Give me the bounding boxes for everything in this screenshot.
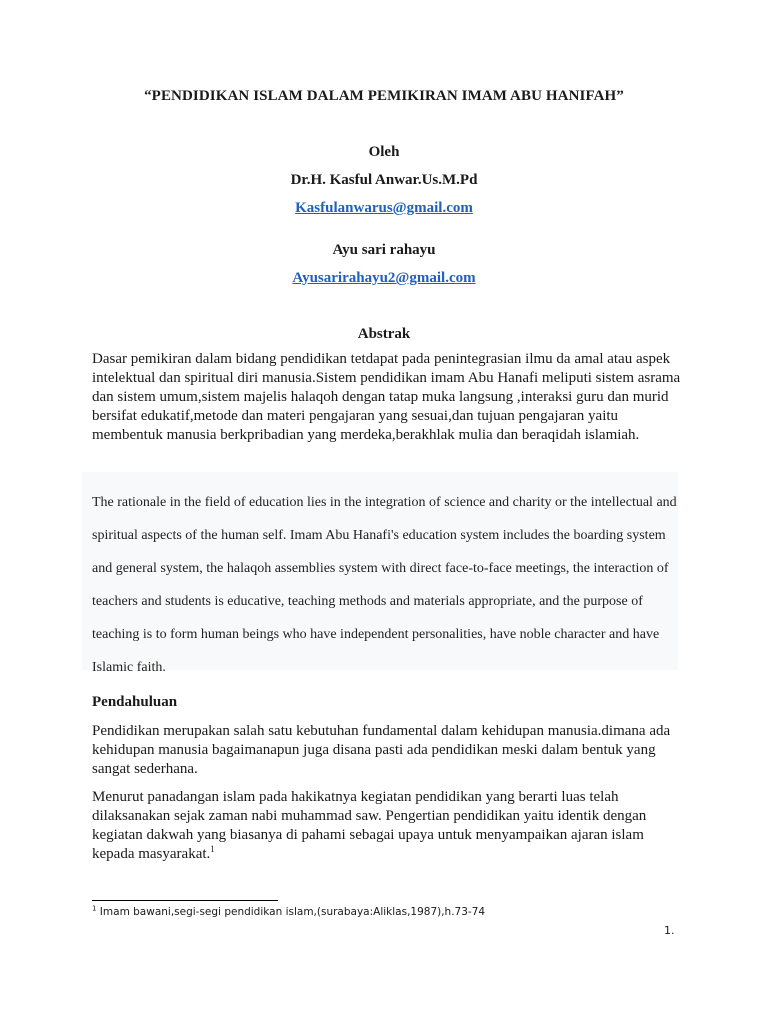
footnote-text: Imam bawani,segi-segi pendidikan islam,(surabaya:Aliklas,1987),h.73-74 (96, 906, 486, 918)
abstract-heading: Abstrak (357, 326, 411, 342)
section-heading: Pendahuluan (92, 694, 178, 710)
document-title: “PENDIDIKAN ISLAM DALAM PEMIKIRAN IMAM ABU HANIFAH” (144, 88, 624, 104)
intro-paragraph-2 (92, 788, 682, 864)
author-name-1: Dr.H. Kasful Anwar.Us.M.Pd (290, 172, 478, 188)
byline-label: Oleh (368, 144, 400, 160)
page-number: 1. (664, 924, 675, 937)
author-name-2: Ayu sari rahayu (332, 242, 436, 258)
footnote-divider (92, 900, 278, 901)
abstract-indonesian: Dasar pemikiran dalam bidang pendidikan tetdapat pada penintegrasian ilmu da amal atau aspek intelektual dan spiritual diri manusia.Sistem pendidikan imam Abu Hanafi meliputi sistem asrama dan sistem umum,sistem majelis halaqoh dengan tatap muka langsung ,interaksi guru dan murid bersifat edukatif,metode dan materi pengajaran yang sesuai,dan tujuan pengajaran yaitu membentuk manusia berkpribadian yang merdeka,berakhlak mulia dan beraqidah islamiah. (92, 351, 681, 443)
author-email-link-2[interactable]: Ayusarirahayu2@gmail.com (292, 270, 476, 286)
footnote-marker: 1 (92, 904, 97, 913)
intro-paragraph-2-text: Menurut panadangan islam pada hakikatnya kegiatan pendidikan yang berarti luas telah dilaksanakan sejak zaman nabi muhammad saw. Pengertian pendidikan yaitu identik dengan kegiatan dakwah yang biasanya di pahami sebagai upaya untuk menyampaikan ajaran islam kepada masyarakat. (92, 789, 647, 862)
intro-paragraph-1: Pendidikan merupakan salah satu kebutuhan fundamental dalam kehidupan manusia.dimana ada kehidupan manusia bagaimanapun juga disana pasti ada pendidikan meski dalam bentuk yang sangat sederhana. (92, 723, 671, 777)
footnote (92, 906, 485, 918)
abstract-english: The rationale in the field of education lies in the integration of science and charity or the intellectual and spiritual aspects of the human self. Imam Abu Hanafi's education system includes the boarding system and general system, the halaqoh assemblies system with direct face-to-face meetings, the interaction of teachers and students is educative, teaching methods and materials appropriate, and the purpose of teaching is to form human beings who have independent personalities, have noble character and have Islamic faith. (92, 495, 677, 675)
author-email-link-1[interactable]: Kasfulanwarus@gmail.com (295, 200, 473, 216)
footnote-reference[interactable]: 1 (210, 844, 215, 854)
